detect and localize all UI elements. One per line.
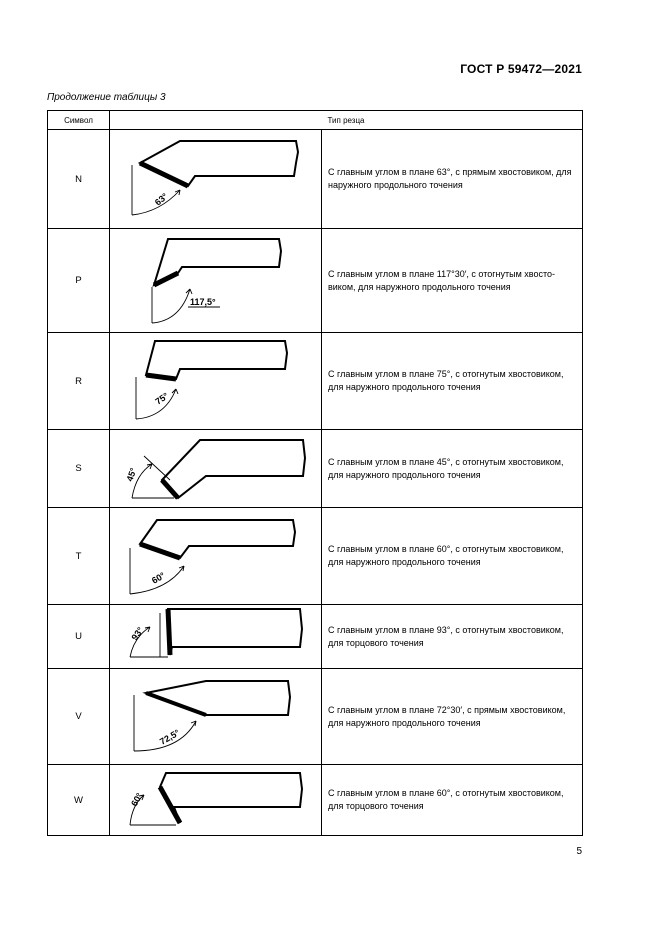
cutter-diagram-s [110, 430, 322, 508]
angle-label: 63° [152, 191, 170, 208]
row-symbol: V [48, 669, 110, 765]
angle-label: 117,5° [190, 297, 216, 307]
page-number: 5 [576, 846, 582, 857]
row-description: С главным углом в плане 60°, с отогнутым хвостовиком, для наружного продольного точения [322, 508, 583, 605]
standard-designation: ГОСТ Р 59472—2021 [460, 62, 582, 76]
row-description: С главным углом в плане 117°30′, с отогнутым хвостовиком, для наружного продольного точения [322, 229, 583, 333]
cutter-diagram-u [110, 605, 322, 669]
table-row [48, 333, 583, 430]
table-header-row [48, 111, 583, 130]
cutter-types-table [47, 110, 583, 836]
cutter-diagram-w [110, 765, 322, 836]
row-symbol: R [48, 333, 110, 430]
table-row [48, 765, 583, 836]
angle-label: 93° [129, 625, 146, 643]
row-description: С главным углом в плане 72°30′, с прямым хвостовиком, для наружного продольного точения [322, 669, 583, 765]
column-header-cutter-type: Тип резца [110, 111, 583, 130]
cutter-diagram-p [110, 229, 322, 333]
cutter-diagram-r [110, 333, 322, 430]
angle-label: 45° [124, 466, 139, 483]
table-row [48, 130, 583, 229]
angle-label: 60° [129, 791, 145, 808]
row-symbol: T [48, 508, 110, 605]
row-symbol: N [48, 130, 110, 229]
row-description: С главным углом в плане 93°, с отогнутым хвостовиком, для торцового точения [322, 605, 583, 669]
table-row [48, 508, 583, 605]
row-symbol: U [48, 605, 110, 669]
cutter-diagram-t [110, 508, 322, 605]
table-row [48, 669, 583, 765]
row-description: С главным углом в плане 75°, с отогнутым хвостовиком, для наружного продольного точения [322, 333, 583, 430]
row-symbol: S [48, 430, 110, 508]
row-description: С главным углом в плане 45°, с отогнутым хвостовиком, для наружного продольного точения [322, 430, 583, 508]
table-row [48, 430, 583, 508]
row-symbol: P [48, 229, 110, 333]
row-description: С главным углом в плане 63°, с прямым хвостовиком, для наружного продольного точения [322, 130, 583, 229]
table-continuation-caption: Продолжение таблицы 3 [47, 92, 166, 103]
angle-label: 75° [153, 390, 171, 407]
column-header-symbol: Символ [48, 111, 110, 130]
table-row [48, 229, 583, 333]
angle-label: 60° [150, 570, 167, 586]
table-row [48, 605, 583, 669]
angle-label: 72,5° [158, 727, 182, 747]
row-symbol: W [48, 765, 110, 836]
row-description: С главным углом в плане 60°, с отогнутым хвостовиком, для торцового точения [322, 765, 583, 836]
cutter-diagram-n [110, 130, 322, 229]
cutter-diagram-v [110, 669, 322, 765]
